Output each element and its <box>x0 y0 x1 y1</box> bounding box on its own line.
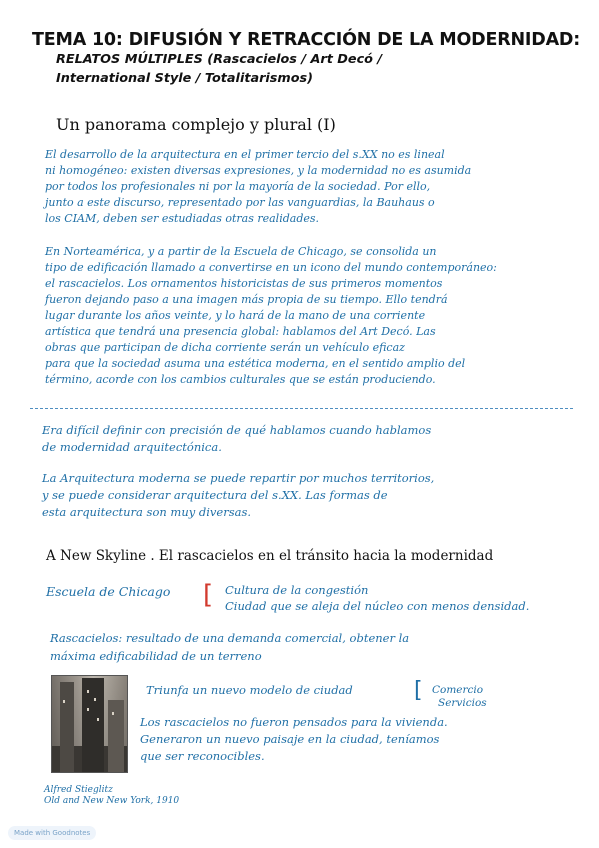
paragraph-line: El desarrollo de la arquitectura en el primer tercio del s.XX no es lineal <box>45 148 445 161</box>
photo-caption-author: Alfred Stieglitz <box>44 785 113 795</box>
dashed-divider <box>30 408 573 409</box>
photo-building-right <box>108 700 124 772</box>
photo-window <box>97 718 99 721</box>
photo-window <box>112 712 114 715</box>
goodnotes-badge: Made with Goodnotes <box>8 826 96 840</box>
paragraph-line: y se puede considerar arquitectura del s.XX. Las formas de <box>42 488 388 502</box>
photo-window <box>87 708 89 711</box>
photo-window <box>63 700 65 703</box>
list-item: Servicios <box>438 697 487 709</box>
photo-window <box>87 690 89 693</box>
paragraph-line: En Norteamérica, y a partir de la Escuela de Chicago, se consolida un <box>45 245 437 258</box>
bracket-red: [ <box>203 580 214 610</box>
paragraph-line: que ser reconocibles. <box>140 749 265 763</box>
photo-building-center <box>82 678 104 772</box>
text-triunfa: Triunfa un nuevo modelo de ciudad <box>146 683 353 697</box>
paragraph-definir <box>42 422 431 456</box>
list-item: Cultura de la congestión <box>225 583 369 597</box>
paragraph-line: para que la sociedad asuma una estética moderna, en el sentido amplio del <box>45 357 466 370</box>
paragraph-line: artística que tendrá una presencia global: hablamos del Art Decó. Las <box>45 325 436 338</box>
paragraph-line: esta arquitectura son muy diversas. <box>42 505 252 519</box>
stieglitz-photo <box>51 675 128 773</box>
paragraph-line: el rascacielos. Los ornamentos historicistas de sus primeros momentos <box>45 277 443 290</box>
paragraph-norteamerica <box>45 244 497 388</box>
section-heading-panorama: Un panorama complejo y plural (I) <box>56 115 336 134</box>
list-triunfa-points <box>432 684 487 710</box>
paragraph-closing <box>140 714 448 765</box>
paragraph-line: ni homogéneo: existen diversas expresiones, y la modernidad no es asumida <box>45 164 472 177</box>
page-subtitle-line1: RELATOS MÚLTIPLES (Rascacielos / Art Decó / <box>56 52 383 67</box>
text-rascacielos-line2: máxima edificabilidad de un terreno <box>50 649 262 663</box>
section-heading-skyline: A New Skyline . El rascacielos en el tránsito hacia la modernidad <box>46 548 494 564</box>
list-item: Ciudad que se aleja del núcleo con menos densidad. <box>225 599 530 613</box>
paragraph-line: La Arquitectura moderna se puede repartir por muchos territorios, <box>42 471 435 485</box>
paragraph-modernidad <box>45 147 471 227</box>
paragraph-line: junto a este discurso, representado por las vanguardias, la Bauhaus o <box>45 196 435 209</box>
list-item: Comercio <box>432 684 484 696</box>
page-title: TEMA 10: DIFUSIÓN Y RETRACCIÓN DE LA MODERNIDAD: <box>32 30 581 50</box>
paragraph-line: Era difícil definir con precisión de qué hablamos cuando hablamos <box>42 423 432 437</box>
paragraph-line: de modernidad arquitectónica. <box>42 440 222 454</box>
label-escuela-chicago: Escuela de Chicago <box>46 584 171 599</box>
paragraph-line: obras que participan de dicha corriente serán un vehículo eficaz <box>45 341 405 354</box>
page-subtitle-line2: International Style / Totalitarismos) <box>56 71 313 86</box>
paragraph-line: por todos los profesionales ni por la mayoría de la sociedad. Por ello, <box>45 180 431 193</box>
paragraph-line: los CIAM, deben ser estudiadas otras realidades. <box>45 212 320 225</box>
paragraph-line: Generaron un nuevo paisaje en la ciudad, teníamos <box>140 732 440 746</box>
photo-building-left <box>60 682 74 772</box>
list-chicago-points <box>225 582 529 614</box>
paragraph-line: Los rascacielos no fueron pensados para la vivienda. <box>140 715 448 729</box>
paragraph-arquitectura-moderna <box>42 470 434 521</box>
photo-window <box>94 698 96 701</box>
paragraph-line: término, acorde con los cambios culturales que se están produciendo. <box>45 373 436 386</box>
text-rascacielos-line1: Rascacielos: resultado de una demanda comercial, obtener la <box>50 631 410 645</box>
photo-caption-title: Old and New New York, 1910 <box>44 796 180 806</box>
paragraph-line: tipo de edificación llamado a convertirse en un icono del mundo contemporáneo: <box>45 261 497 274</box>
paragraph-line: lugar durante los años veinte, y lo hará de la mano de una corriente <box>45 309 426 322</box>
bracket-blue: [ <box>414 678 423 703</box>
paragraph-line: fueron dejando paso a una imagen más propia de su tiempo. Ello tendrá <box>45 293 448 306</box>
